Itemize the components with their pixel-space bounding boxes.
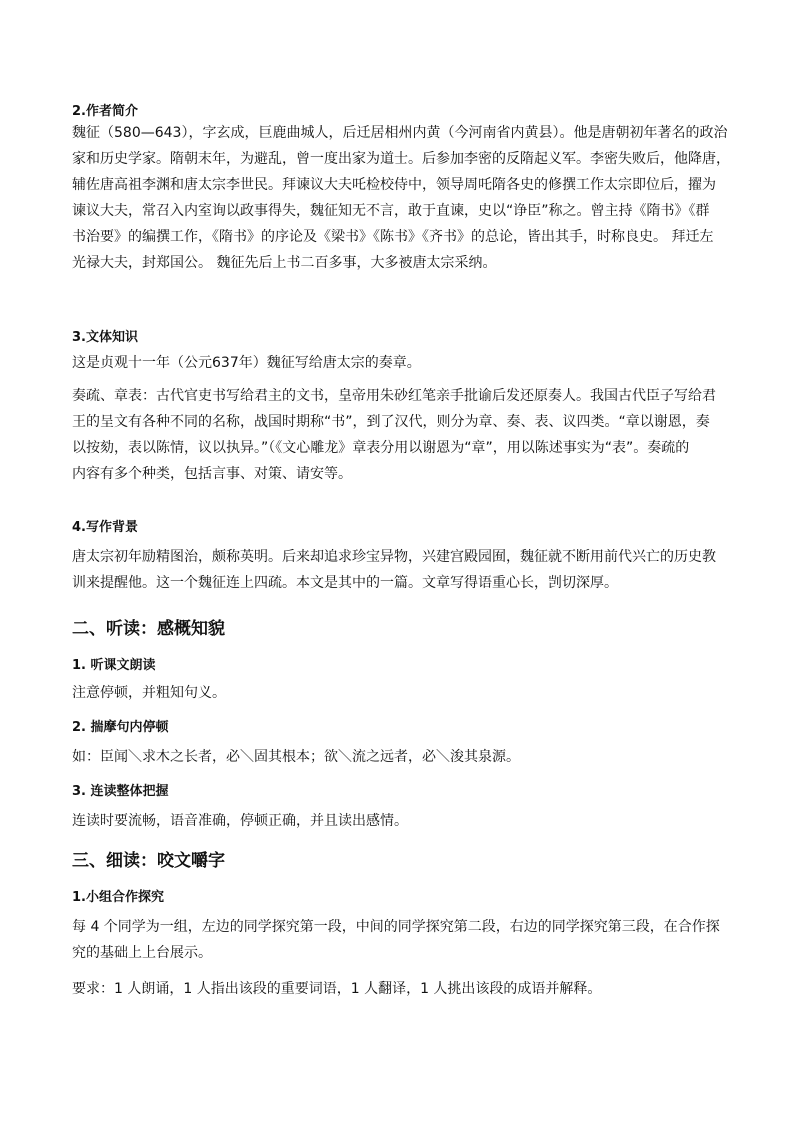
text-line: 王的呈文有各种不同的名称，战国时期称“书”，到了汉代，则分为章、奏、表、议四类。“章以谢恩，奏 bbox=[72, 414, 710, 430]
close-1-paragraph bbox=[72, 914, 732, 966]
text-line: 书治要》的编撰工作，《隋书》的序论及《梁书》《陈书》《齐书》的总论，皆出其手，时称良史。 拜迁左 bbox=[72, 229, 714, 245]
text-line: 谏议大夫，常召入内室询以政事得失，魏征知无不言，敢于直谏，史以“诤臣”称之。曾主持《隋书》《群 bbox=[72, 203, 710, 219]
text-line: 光禄大夫，封郑国公。 魏征先后上书二百多事，大多被唐太宗采纳。 bbox=[72, 255, 497, 271]
text-line: 家和历史学家。隋朝末年，为避乱，曾一度出家为道士。后参加李密的反隋起义军。李密失败后，他降唐， bbox=[72, 151, 730, 167]
background-heading: 4.写作背景 bbox=[72, 520, 138, 535]
close-1-requirement bbox=[72, 976, 732, 1002]
text-line: 内容有多个种类，包括言事、对策、请安等。 bbox=[72, 466, 352, 482]
text-line: 连读时要流畅，语音准确，停顿正确，并且读出感情。 bbox=[72, 813, 408, 829]
text-line: 辅佐唐高祖李渊和唐太宗李世民。拜谏议大夫吒检校侍中，领导周吒隋各史的修撰工作太宗即位后，擢为 bbox=[72, 177, 716, 193]
text-line: 魏征（580—643），字玄成，巨鹿曲城人，后迁居相州内黄（今河南省内黄县）。他是唐朝初年著名的政治 bbox=[72, 125, 728, 141]
listen-3-text bbox=[72, 808, 732, 834]
text-line: 注意停顿，并粗知句义。 bbox=[72, 685, 226, 701]
style-paragraph-1 bbox=[72, 350, 732, 376]
text-line: 如：臣闻＼求木之长者，必＼固其根本；欲＼流之远者，必＼浚其泉源。 bbox=[72, 749, 520, 765]
text-line: 奏疏、章表：古代官吏书写给君主的文书，皇帝用朱砂红笔亲手批谕后发还原奏人。我国古代臣子写给君 bbox=[72, 388, 716, 404]
author-paragraph bbox=[72, 120, 732, 276]
section-heading-close-reading: 三、细读：咬文嚼字 bbox=[72, 851, 225, 871]
listen-3-heading: 3. 连读整体把握 bbox=[72, 784, 169, 799]
text-line: 这是贞观十一年（公元637年）魏征写给唐太宗的奏章。 bbox=[72, 355, 421, 371]
style-paragraph-2 bbox=[72, 383, 732, 487]
close-1-heading: 1.小组合作探究 bbox=[72, 890, 164, 905]
style-heading: 3.文体知识 bbox=[72, 330, 138, 345]
text-line: 唐太宗初年励精图治，颇称英明。后来却追求珍宝异物，兴建宫殿园囿，魏征就不断用前代兴亡的历史教 bbox=[72, 549, 716, 565]
listen-1-text bbox=[72, 680, 732, 706]
listen-2-heading: 2. 揣摩句内停顿 bbox=[72, 720, 169, 735]
text-line: 训来提醒他。这一个魏征连上四疏。本文是其中的一篇。文章写得语重心长，剀切深厚。 bbox=[72, 575, 618, 591]
text-line: 要求：1 人朗诵，1 人指出该段的重要词语，1 人翻译，1 人挑出该段的成语并解释。 bbox=[72, 981, 602, 997]
text-line: 究的基础上上台展示。 bbox=[72, 945, 212, 961]
author-heading: 2.作者简介 bbox=[72, 104, 138, 119]
text-line: 每 4 个同学为一组，左边的同学探究第一段，中间的同学探究第二段，右边的同学探究第三段，在合作探 bbox=[72, 919, 720, 935]
background-paragraph bbox=[72, 544, 732, 596]
listen-2-text bbox=[72, 744, 732, 770]
text-line: 以按劾，表以陈情，议以执异。”（《文心雕龙》章表分用以谢恩为“章”，用以陈述事实为“表”。奏疏的 bbox=[72, 440, 690, 456]
listen-1-heading: 1. 听课文朗读 bbox=[72, 658, 156, 673]
section-heading-listen: 二、听读：感概知貌 bbox=[72, 619, 225, 639]
